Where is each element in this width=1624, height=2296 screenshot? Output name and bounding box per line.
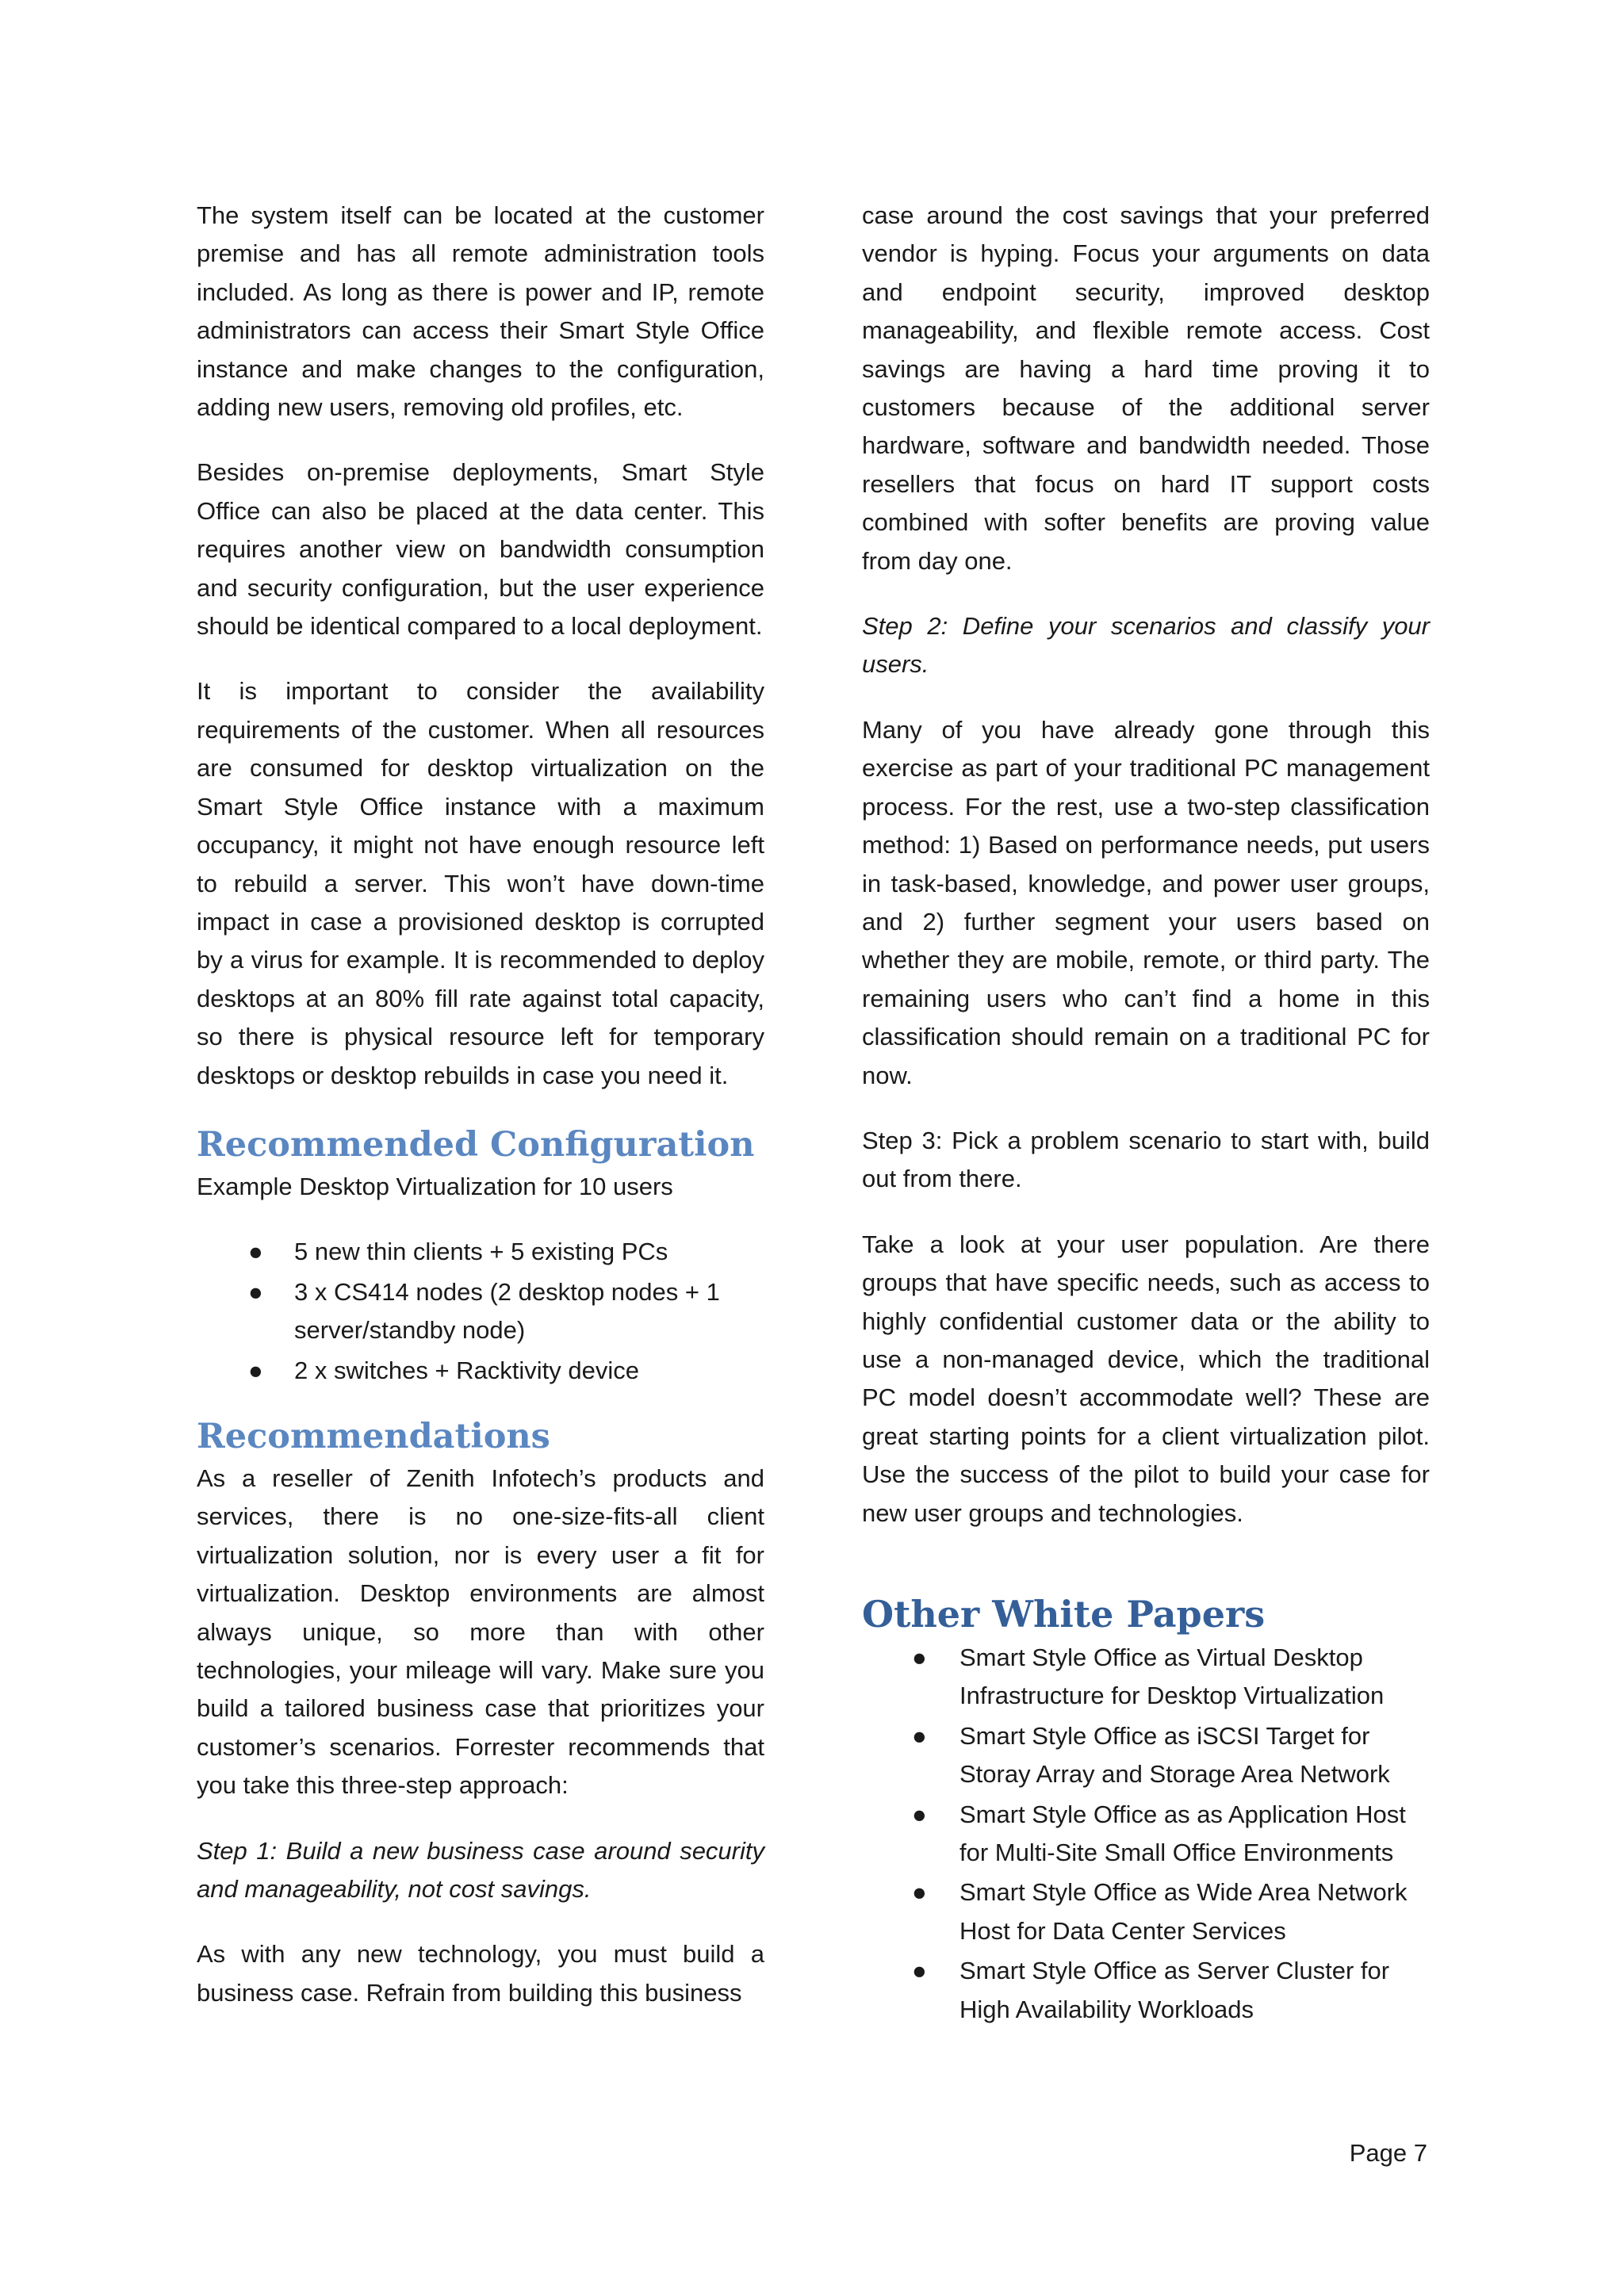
paragraph-location: The system itself can be located at the customer premise and has all remote administration tools included. As long as there is power and IP, remote administrators can access their Smart Style Office instance and make changes to the configuration, adding new users, removing old profiles, etc. [197,201,764,422]
list-item-text: 2 x switches + Racktivity device [294,1356,640,1384]
white-paper-title: Smart Style Office as Server Cluster for High Availability Workloads [959,1957,1390,2023]
list-item-text: 3 x CS414 nodes (2 desktop nodes + 1 server/standby node) [294,1277,720,1345]
white-papers-list [862,1639,1430,2029]
right-column [862,197,1430,2053]
paragraph-reseller: As a reseller of Zenith Infotech’s products and services, there is no one-size-fits-all client virtualization solution, nor is every user a fit for virtualization. Desktop environments are almost always unique, so more than with other technologies, your mileage will vary. Make sure you build a tailored business case that prioritizes your customer’s scenarios. Forrester recommends that you take this three-step approach: [197,1464,764,1800]
bullet-icon: ● [248,1238,263,1266]
step-2-heading: Step 2: Define your scenarios and classify your users. [862,612,1430,679]
paragraph-availability: It is important to consider the availability requirements of the customer. When all resources are consumed for desktop virtualization on the Smart Style Office instance with a maximum occupancy, it might not have enough resource left to rebuild a server. This won’t have down-time impact in case a provisioned desktop is corrupted by a virus for example. It is recommended to deploy desktops at an 80% fill rate against total capacity, so there is physical resource left for temporary desktops or desktop rebuilds in case you need it. [197,677,764,1089]
heading-recommendations: Recommendations [197,1416,550,1456]
bullet-icon: ● [912,1800,927,1828]
bullet-icon: ● [912,1644,927,1671]
bullet-icon: ● [912,1878,927,1907]
list-item [197,1273,764,1350]
bullet-icon: ● [248,1277,263,1306]
white-paper-title: Smart Style Office as iSCSI Target for Storay Array and Storage Area Network [959,1721,1390,1789]
paragraph-classification: Many of you have already gone through this exercise as part of your traditional PC management process. For the rest, use a two-step classification method: 1) Based on performance needs, put users in task-based, knowledge, and power user groups, and 2) further segment your users based on whether they are mobile, remote, or third party. The remaining users who can’t find a home in this classification should remain on a traditional PC for now. [862,715,1430,1089]
white-paper-title: Smart Style Office as Virtual Desktop Infrastructure for Desktop Virtualization [959,1644,1385,1710]
paragraph-user-population: Take a look at your user population. Are there groups that have specific needs, such as access to highly confidential customer data or the ability to use a non-managed device, which the traditional PC model doesn’t accommodate well? These are great starting points for a client virtualization pilot. Use the success of the pilot to build your case for new user groups and technologies. [862,1230,1430,1527]
bullet-icon: ● [248,1356,263,1384]
white-paper-item[interactable] [862,1952,1430,2029]
list-item [197,1352,764,1390]
white-paper-item[interactable] [862,1717,1430,1794]
white-paper-item[interactable] [862,1873,1430,1950]
page-number: Page 7 [1349,2139,1427,2167]
bullet-icon: ● [912,1957,927,1985]
config-list [197,1233,764,1390]
white-paper-item[interactable] [862,1639,1430,1716]
step-1-heading: Step 1: Build a new business case around security and manageability, not cost savings. [197,1836,764,1904]
heading-other-white-papers: Other White Papers [862,1593,1266,1636]
paragraph-cost-savings: case around the cost savings that your preferred vendor is hyping. Focus your arguments on data and endpoint security, improved desktop manageability, and flexible remote access. Cost savings are having a hard time proving it to customers because of the additional server hardware, software and bandwidth needed. Those resellers that focus on hard IT support costs combined with softer benefits are proving value from day one. [862,201,1430,575]
white-paper-item[interactable] [862,1796,1430,1873]
heading-recommended-configuration: Recommended Configuration [197,1124,755,1165]
step-3-heading: Step 3: Pick a problem scenario to start with, build out from there. [862,1126,1430,1193]
list-item [197,1233,764,1271]
paragraph-business-case: As with any new technology, you must build a business case. Refrain from building this business [197,1940,764,2007]
list-item-text: 5 new thin clients + 5 existing PCs [294,1238,668,1266]
bullet-icon: ● [912,1721,927,1750]
white-paper-title: Smart Style Office as Wide Area Network Host for Data Center Services [959,1878,1408,1945]
left-column [197,197,764,2012]
config-subtitle: Example Desktop Virtualization for 10 users [197,1172,673,1200]
white-paper-title: Smart Style Office as as Application Host for Multi-Site Small Office Environments [959,1800,1406,1867]
paragraph-data-center: Besides on-premise deployments, Smart Style Office can also be placed at the data center. This requires another view on bandwidth consumption and security configuration, but the user experience should be identical compared to a local deployment. [197,458,764,641]
